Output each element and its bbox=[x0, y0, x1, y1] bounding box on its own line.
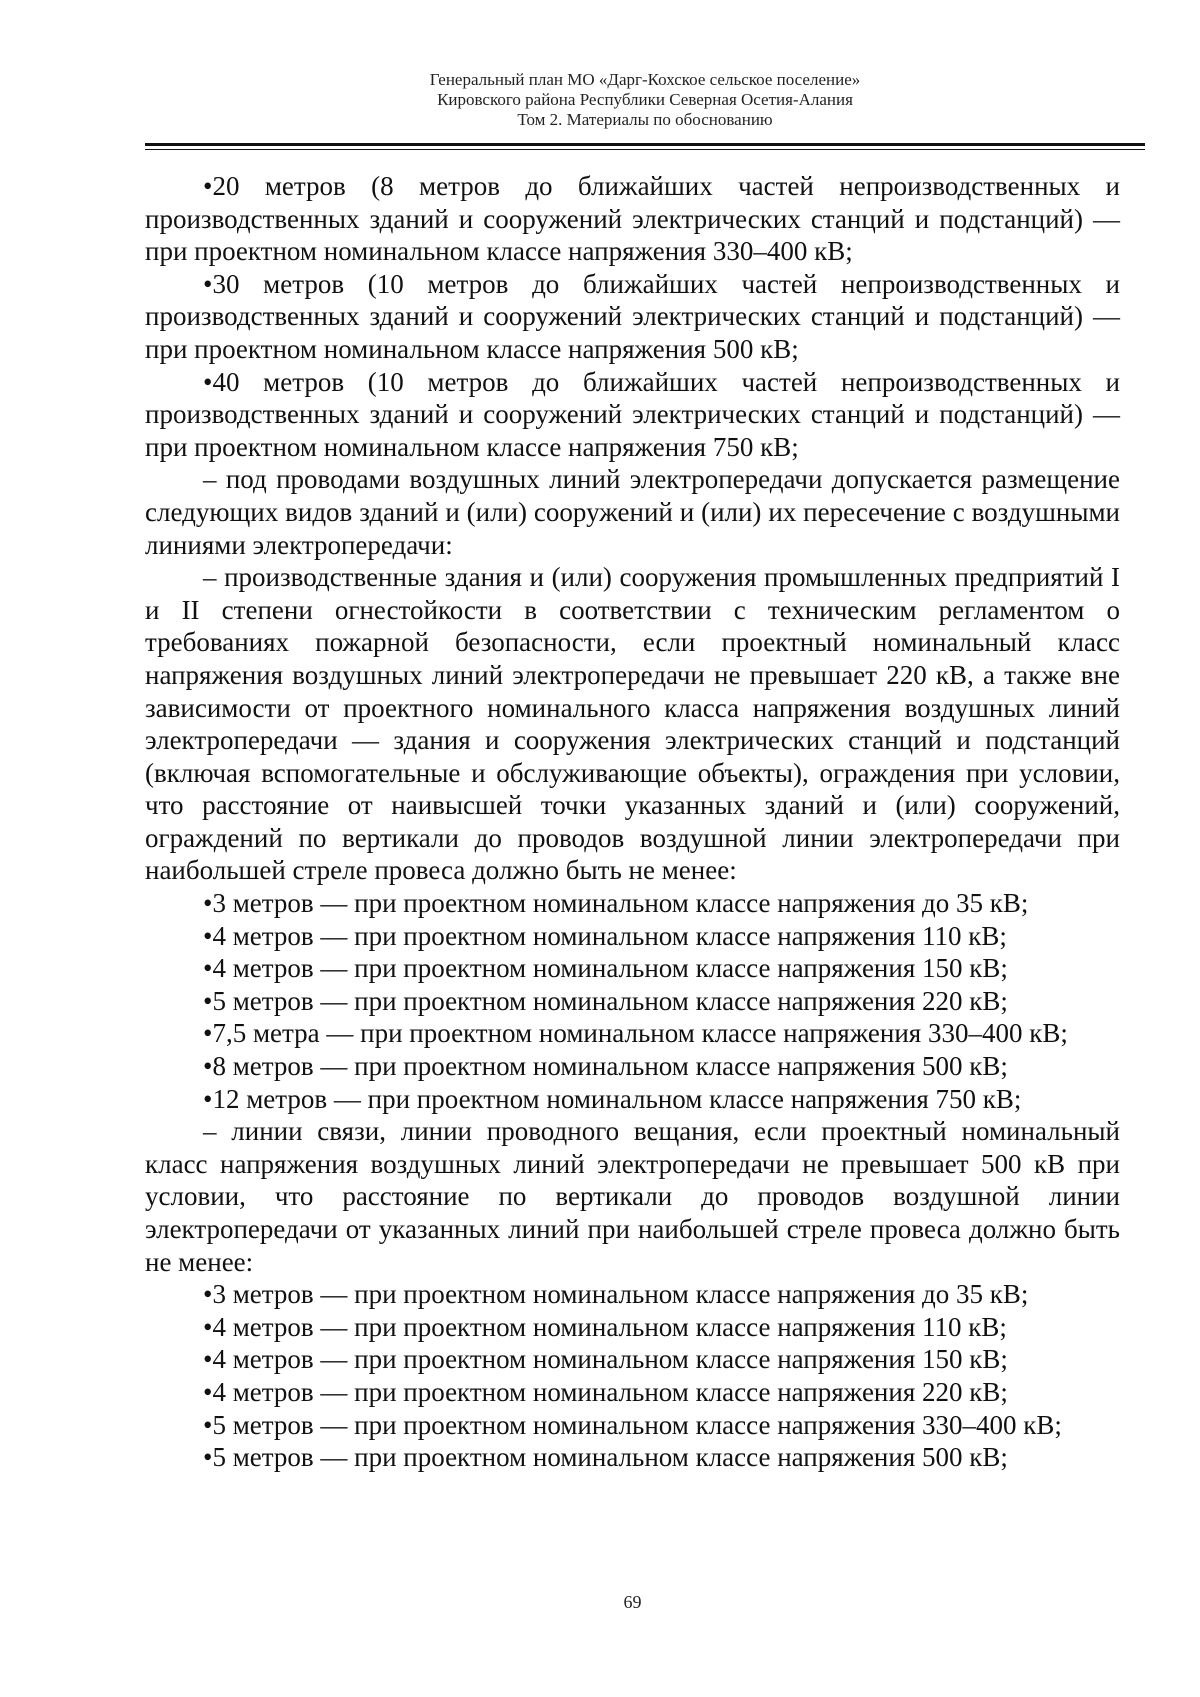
bullet-item: •12 метров — при проектном номинальном классе напряжения 750 кВ; bbox=[203, 1083, 1022, 1114]
paragraph-5: – производственные здания и (или) сооружения промышленных предприятий I и II степени огнестойкости в соответствии с техническим регламентом о требованиях пожарной безопасности, если проектный номинальный класс напряжения воздушных линий электропередачи не превышает 220 кВ, а также вне зависимости от проектного номинального класса напряжения воздушных линий электропередачи — здания и сооружения электрических станций и подстанций (включая вспомогательные и обслуживающие объекты), ограждения при условии, что расстояние от наивысшей точки указанных зданий и (или) сооружений, ограждений по вертикали до проводов воздушной линии электропередачи при наибольшей стреле провеса должно быть не менее: bbox=[145, 562, 1120, 886]
bullet-item: •4 метров — при проектном номинальном классе напряжения 220 кВ; bbox=[203, 1376, 1008, 1407]
header-line-2: Кировского района Республики Северная Осетия-Алания bbox=[437, 90, 853, 109]
page-body bbox=[145, 170, 1120, 1474]
header-rule bbox=[145, 143, 1145, 150]
bullet-item: •5 метров — при проектном номинальном классе напряжения 500 кВ; bbox=[203, 1442, 1008, 1473]
paragraph-4: – под проводами воздушных линий электропередачи допускается размещение следующих видов зданий и (или) сооружений и (или) их пересечение с воздушными линиями электропередачи: bbox=[145, 464, 1120, 560]
bullet-item: •4 метров — при проектном номинальном классе напряжения 110 кВ; bbox=[203, 1311, 1007, 1342]
bullet-item: •3 метров — при проектном номинальном классе напряжения до 35 кВ; bbox=[203, 1279, 1029, 1310]
bullet-item: •8 метров — при проектном номинальном классе напряжения 500 кВ; bbox=[203, 1051, 1008, 1082]
header-line-3: Том 2. Материалы по обоснованию bbox=[517, 110, 773, 129]
bullet-item: •4 метров — при проектном номинальном классе напряжения 150 кВ; bbox=[203, 1344, 1008, 1375]
bullet-item: •3 метров — при проектном номинальном классе напряжения до 35 кВ; bbox=[203, 888, 1029, 919]
bullet-item: •5 метров — при проектном номинальном классе напряжения 330–400 кВ; bbox=[203, 1409, 1062, 1440]
header-line-1: Генеральный план МО «Дарг-Кохское сельское поселение» bbox=[429, 70, 861, 89]
bullet-item: •4 метров — при проектном номинальном классе напряжения 150 кВ; bbox=[203, 953, 1008, 984]
paragraph-2: •30 метров (10 метров до ближайших частей непроизводственных и производственных зданий и сооружений электрических станций и подстанций) — при проектном номинальном классе напряжения 500 кВ; bbox=[145, 268, 1120, 364]
bullet-item: •5 метров — при проектном номинальном классе напряжения 220 кВ; bbox=[203, 985, 1008, 1016]
bullet-item: •4 метров — при проектном номинальном классе напряжения 110 кВ; bbox=[203, 920, 1007, 951]
paragraph-3: •40 метров (10 метров до ближайших частей непроизводственных и производственных зданий и сооружений электрических станций и подстанций) — при проектном номинальном классе напряжения 750 кВ; bbox=[145, 366, 1120, 462]
bullet-item: •7,5 метра — при проектном номинальном классе напряжения 330–400 кВ; bbox=[203, 1018, 1068, 1049]
paragraph-6: – линии связи, линии проводного вещания, если проектный номинальный класс напряжения воздушных линий электропередачи не превышает 500 кВ при условии, что расстояние по вертикали до проводов воздушной линии электропередачи от указанных линий при наибольшей стреле провеса должно быть не менее: bbox=[145, 1116, 1120, 1277]
paragraph-1: •20 метров (8 метров до ближайших частей непроизводственных и производственных зданий и сооружений электрических станций и подстанций) — при проектном номинальном классе напряжения 330–400 кВ; bbox=[145, 171, 1120, 267]
page-number: 69 bbox=[623, 1592, 642, 1612]
page-header bbox=[145, 70, 1145, 130]
